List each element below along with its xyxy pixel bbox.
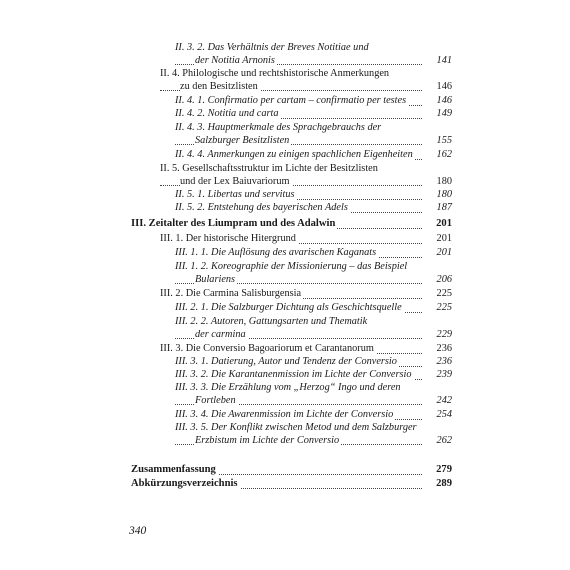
toc-entry-title: III. 3. 5. Der Konflikt zwischen Metod und dem Salzburger — [175, 422, 417, 433]
toc-page-number: 225 — [424, 288, 452, 301]
toc-entry-title-continued: zu den Besitzlisten — [180, 80, 258, 92]
toc-entry-title: III. 2. 1. Die Salzburger Dichtung als Geschichtsquelle — [175, 302, 402, 313]
toc-page-number: 279 — [424, 464, 452, 477]
toc-entry-title: III. 3. 2. Die Karantanenmission im Lichte der Conversio — [175, 369, 412, 380]
toc-entry-title: III. 3. 1. Datierung, Autor und Tendenz der Conversio — [175, 356, 397, 367]
toc-page-number: 242 — [424, 395, 452, 408]
toc-page-number: 254 — [424, 409, 452, 422]
toc-entry — [160, 288, 452, 301]
toc-entry-title: III. 3. 3. Die Erzählung vom „Herzog“ Ingo und deren — [175, 382, 401, 393]
toc-entry — [160, 68, 452, 93]
toc-entry — [131, 218, 452, 231]
toc-page-number: 180 — [424, 176, 452, 189]
toc-page-number: 201 — [424, 218, 452, 231]
toc-entry-title: III. 2. Die Carmina Salisburgensia — [160, 288, 302, 299]
toc-entry — [160, 233, 452, 246]
toc-entry-title: II. 4. 4. Anmerkungen zu einigen spachlichen Eigenheiten — [175, 149, 413, 160]
toc-entry — [175, 122, 452, 147]
toc-entry — [175, 316, 452, 341]
toc-page-number: 149 — [424, 108, 452, 121]
toc-entry-title: II. 3. 2. Das Verhältnis der Breves Notitiae und — [175, 42, 369, 53]
toc-entry-title-continued: und der Lex Baiuvariorum — [180, 175, 290, 187]
toc-entry-title: II. 5. Gesellschaftsstruktur im Lichte der Besitzlisten — [160, 163, 378, 174]
toc-entry-title: III. 2. 2. Autoren, Gattungsarten und Thematik — [175, 316, 368, 327]
toc-page-number: 229 — [424, 329, 452, 342]
toc-entry-title: III. Zeitalter des Liumpram und des Adalwin — [131, 218, 336, 229]
toc-entry — [175, 202, 452, 215]
toc-entry-title: III. 3. Die Conversio Bagoariorum et Carantanorum — [160, 343, 374, 354]
toc-page-number: 206 — [424, 274, 452, 287]
toc-entry-title-continued: Fortleben — [195, 394, 236, 406]
toc-page-number: 201 — [424, 233, 452, 246]
toc-entry — [175, 409, 452, 422]
toc-page-number: 146 — [424, 95, 452, 108]
toc-entry — [131, 478, 452, 491]
toc-entry — [175, 302, 452, 315]
toc-entry — [175, 356, 452, 369]
toc-page-number: 236 — [424, 343, 452, 356]
toc-entry-title-continued: Bulariens — [195, 273, 236, 285]
toc-entry-title: II. 4. 3. Hauptmerkmale des Sprachgebrauchs der — [175, 122, 382, 133]
toc-entry — [175, 95, 452, 108]
toc-entry-title: III. 3. 4. Die Awarenmission im Lichte der Conversio — [175, 409, 394, 420]
toc-page-number: 155 — [424, 135, 452, 148]
toc-entry — [175, 261, 452, 286]
toc-page-number: 236 — [424, 356, 452, 369]
toc-entry-title: II. 4. 1. Confirmatio per cartam – confirmatio per testes — [175, 95, 407, 106]
toc-page-number: 146 — [424, 81, 452, 94]
toc-entry-title: II. 4. 2. Notitia und carta — [175, 108, 279, 119]
toc-entry — [175, 42, 452, 67]
toc-entry-title: III. 1. 1. Die Auflösung des avarischen Kaganats — [175, 247, 377, 258]
toc-entry-title: Abkürzungsverzeichnis — [131, 478, 238, 489]
toc-page-number: 141 — [424, 55, 452, 68]
toc-entry — [175, 108, 452, 121]
toc-page-number: 180 — [424, 189, 452, 202]
toc-page-number: 187 — [424, 202, 452, 215]
toc-entry-title: III. 1. Der historische Hitergrund — [160, 233, 296, 244]
toc-entry-title: Zusammenfassung — [131, 464, 216, 475]
toc-entry-title-continued: Erzbistum im Lichte der Conversio — [195, 434, 340, 446]
toc-page-number: 225 — [424, 302, 452, 315]
toc-entry-title-continued: der Notitia Arnonis — [195, 54, 275, 66]
toc-page-number: 289 — [424, 478, 452, 491]
toc-entry-title: II. 5. 2. Entstehung des bayerischen Adels — [175, 202, 348, 213]
toc-page-number: 239 — [424, 369, 452, 382]
toc-page-number: 162 — [424, 149, 452, 162]
toc-entry — [175, 189, 452, 202]
toc-page-number: 262 — [424, 435, 452, 448]
page-number: 340 — [129, 525, 147, 537]
toc-page-number: 201 — [424, 247, 452, 260]
toc-entry-title-continued: Salzburger Besitzlisten — [195, 134, 290, 146]
toc-entry — [160, 163, 452, 188]
toc-entry — [175, 382, 452, 407]
toc-entry-title: II. 5. 1. Libertas und servitus — [175, 189, 295, 200]
toc-entry-title: III. 1. 2. Koreographie der Missionierung – das Beispiel — [175, 261, 408, 272]
toc-entry — [131, 464, 452, 477]
toc-entry-title-continued: der carmina — [195, 328, 246, 340]
toc-entry-title: II. 4. Philologische und rechtshistorische Anmerkungen — [160, 68, 390, 79]
toc-entry — [175, 247, 452, 260]
toc-entry — [175, 422, 452, 447]
toc-entry — [160, 343, 452, 356]
toc-entry — [175, 149, 452, 162]
toc-entry — [175, 369, 452, 382]
